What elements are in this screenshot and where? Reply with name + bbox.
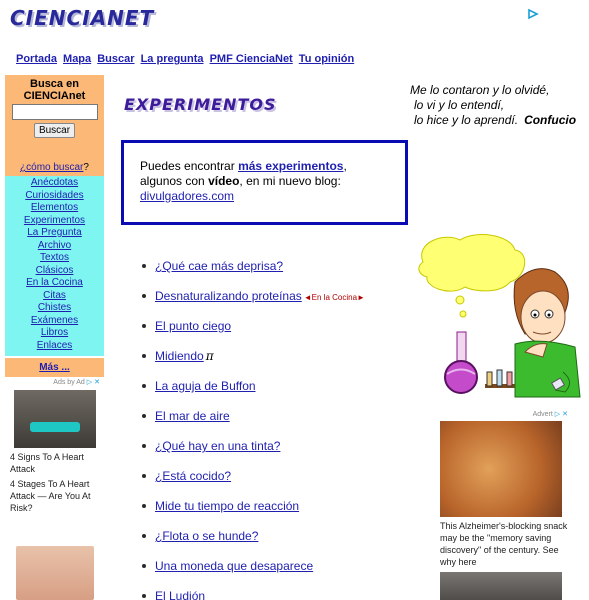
blog-text-3: algunos con <box>140 174 209 188</box>
nav-portada[interactable]: Portada <box>16 53 57 65</box>
scientist-illustration <box>415 232 583 402</box>
sidebar-item-archivo[interactable]: Archivo <box>37 239 72 251</box>
blog-video-word: vídeo <box>208 174 240 188</box>
sidebar <box>5 75 104 377</box>
experiment-link[interactable]: Mide tu tiempo de reacción <box>155 499 300 513</box>
experiment-link[interactable]: La aguja de Buffon <box>155 379 256 393</box>
sidebar-item-clasicos[interactable]: Clásicos <box>35 264 74 276</box>
quote-line-3 <box>410 113 588 128</box>
ad-label <box>10 378 100 386</box>
nav-tu-opinion[interactable]: Tu opinión <box>298 53 355 65</box>
sidebar-item-enlaces[interactable]: Enlaces <box>36 339 73 351</box>
confucius-quote <box>410 83 588 128</box>
sidebar-more-link[interactable]: Más ... <box>39 362 70 373</box>
ad-label-text: Advert <box>532 411 553 418</box>
sidebar-more <box>5 358 104 377</box>
search-help-suffix: ? <box>83 162 89 173</box>
experiment-link[interactable]: ¿Qué cae más deprisa? <box>155 259 284 273</box>
blog-text-1: Puedes encontrar <box>140 159 239 173</box>
list-item <box>142 318 365 348</box>
ad-text-right[interactable]: This Alzheimer's-blocking snack may be the "memory saving discovery" of the century. See why here <box>440 521 568 567</box>
experiment-link[interactable]: ¿Qué hay en una tinta? <box>155 439 281 453</box>
search-title-2: CIENCIAnet <box>23 90 86 102</box>
nav-la-pregunta[interactable]: La pregunta <box>140 53 204 65</box>
sidebar-item-la-pregunta[interactable]: La Pregunta <box>27 227 82 238</box>
sidebar-item-experimentos[interactable]: Experimentos <box>23 214 86 226</box>
ad-label-text: Ads by Ad <box>53 379 85 386</box>
ad-image-shoe[interactable] <box>14 390 96 448</box>
list-item <box>142 348 365 378</box>
list-item <box>142 258 365 288</box>
experiment-link[interactable]: Una moneda que desaparece <box>155 559 314 573</box>
experiment-link[interactable]: El mar de aire <box>155 409 230 423</box>
search-title-1: Busca en <box>30 78 79 90</box>
search-help <box>5 162 104 176</box>
experiment-link[interactable]: ¿Está cocido? <box>155 469 232 483</box>
sidebar-item-citas[interactable]: Citas <box>43 289 66 301</box>
ad-image-snack[interactable] <box>440 421 562 517</box>
sidebar-item-chistes[interactable]: Chistes <box>37 302 72 313</box>
sidebar-item-elementos[interactable]: Elementos <box>30 202 79 213</box>
page-title: EXPERIMENTOS <box>124 95 277 114</box>
list-item <box>142 528 365 558</box>
close-icon[interactable]: ✕ <box>94 379 100 386</box>
pi-icon: π <box>205 349 214 363</box>
experiment-link[interactable]: El punto ciego <box>155 319 232 333</box>
ad-image-feet[interactable] <box>16 546 94 600</box>
list-item <box>142 288 365 318</box>
sidebar-item-en-la-cocina[interactable]: En la Cocina <box>26 277 83 288</box>
sidebar-item-textos[interactable]: Textos <box>40 252 69 263</box>
search-input[interactable] <box>12 104 98 120</box>
nav-mapa[interactable]: Mapa <box>63 53 92 65</box>
sidebar-item-libros[interactable]: Libros <box>40 327 69 338</box>
ad-text-2[interactable]: 4 Stages To A Heart Attack — Are You At Risk? <box>10 479 91 513</box>
list-item <box>142 438 365 468</box>
divulgadores-link[interactable]: divulgadores.com <box>140 189 235 203</box>
search-button[interactable]: Buscar <box>34 123 75 138</box>
list-item <box>142 378 365 408</box>
list-item <box>142 468 365 498</box>
quote-line-1: Me lo contaron y lo olvidé, <box>410 83 550 97</box>
sidebar-menu <box>5 176 104 356</box>
more-experiments-link[interactable]: más experimentos <box>238 159 344 173</box>
nav-buscar[interactable]: Buscar <box>97 53 135 65</box>
sidebar-item-examenes[interactable]: Exámenes <box>30 314 79 326</box>
ad-text-1[interactable]: 4 Signs To A Heart Attack <box>10 452 84 474</box>
close-icon[interactable]: ✕ <box>562 411 568 418</box>
right-advertisement[interactable] <box>440 410 568 568</box>
experiment-link[interactable]: Desnaturalizando proteínas <box>155 289 302 303</box>
list-item <box>142 558 365 588</box>
nav-pmf-ciencianet[interactable]: PMF CienciaNet <box>209 53 293 65</box>
adchoices-icon[interactable]: ▷ <box>86 379 93 386</box>
search-box <box>5 75 104 162</box>
experiment-link[interactable]: El Ludión <box>155 589 206 600</box>
experiment-list <box>142 258 365 600</box>
experiment-link[interactable]: Midiendo <box>155 349 204 363</box>
list-item <box>142 588 365 600</box>
sidebar-item-anecdotas[interactable]: Anécdotas <box>30 177 79 188</box>
quote-author: Confucio <box>524 113 577 127</box>
blog-promo-box <box>121 140 408 225</box>
en-la-cocina-tag[interactable]: ◄En la Cocina► <box>303 293 365 302</box>
experiment-link[interactable]: ¿Flota o se hunde? <box>155 529 259 543</box>
blog-text-4: , en mi nuevo blog: <box>239 174 341 188</box>
quote-line-3-text: lo hice y lo aprendí. <box>414 113 519 127</box>
blog-text-2: , <box>343 159 347 173</box>
ad-image-bottom[interactable] <box>440 572 562 600</box>
adchoices-icon[interactable]: ▷ <box>554 411 561 418</box>
left-advertisement[interactable] <box>10 378 100 514</box>
search-help-link[interactable]: ¿cómo buscar <box>20 162 84 173</box>
sidebar-item-curiosidades[interactable]: Curiosidades <box>25 189 84 201</box>
quote-line-2: lo vi y lo entendí, <box>414 98 505 112</box>
top-navigation <box>16 53 357 65</box>
adchoices-icon[interactable] <box>527 8 539 20</box>
list-item <box>142 498 365 528</box>
site-logo[interactable]: CIENCIANET <box>10 6 155 30</box>
list-item <box>142 408 365 438</box>
ad-label <box>440 410 568 418</box>
